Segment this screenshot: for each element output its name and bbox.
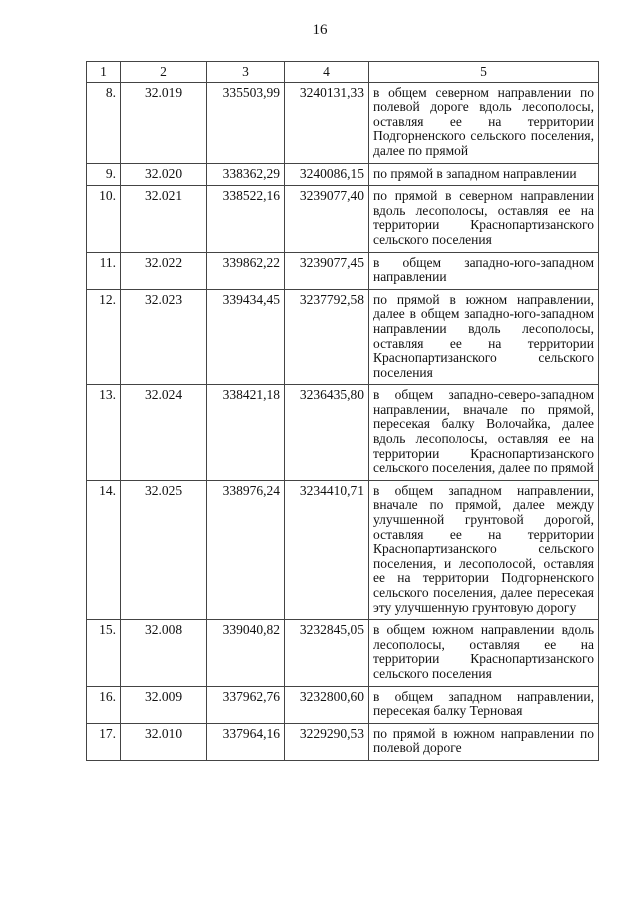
y-coordinate-cell: 3236435,80 (285, 385, 369, 481)
table-row (87, 82, 599, 163)
row-number-cell: 13. (87, 385, 121, 481)
row-number-cell: 12. (87, 289, 121, 385)
point-id-cell: 32.025 (121, 480, 207, 619)
y-coordinate-cell: 3240086,15 (285, 163, 369, 186)
description-cell: по прямой в южном направлении по полевой дороге (369, 723, 599, 760)
description-cell: в общем западном направлении, пересекая балку Терновая (369, 686, 599, 723)
point-id-cell: 32.021 (121, 186, 207, 252)
table-header-row (87, 62, 599, 83)
description-cell: по прямой в западном направлении (369, 163, 599, 186)
table-row (87, 385, 599, 481)
row-number-cell: 17. (87, 723, 121, 760)
x-coordinate-cell: 337964,16 (207, 723, 285, 760)
point-id-cell: 32.010 (121, 723, 207, 760)
column-header: 5 (369, 62, 599, 83)
description-cell: в общем западно-северо-западном направлении, вначале по прямой, пересекая балку Волочайка, далее вдоль лесополосы, оставляя ее на территории Краснопартизанского сельского поселения, далее по прямой (369, 385, 599, 481)
page-number: 16 (312, 22, 328, 38)
table-row (87, 620, 599, 686)
y-coordinate-cell: 3237792,58 (285, 289, 369, 385)
column-header: 1 (87, 62, 121, 83)
point-id-cell: 32.024 (121, 385, 207, 481)
y-coordinate-cell: 3234410,71 (285, 480, 369, 619)
description-cell: в общем южном направлении вдоль лесополосы, оставляя ее на территории Краснопартизанского сельского поселения (369, 620, 599, 686)
description-cell: в общем западном направлении, вначале по прямой, далее между улучшенной грунтовой дорогой, оставляя ее на территории Краснопартизанского сельского поселения, и лесополосой, оставляя ее на территории Подгорненского сельского поселения, далее пересекая эту улучшенную грунтовую дорогу (369, 480, 599, 619)
table-row (87, 289, 599, 385)
row-number-cell: 16. (87, 686, 121, 723)
row-number-cell: 8. (87, 82, 121, 163)
table-row (87, 252, 599, 289)
table-row (87, 686, 599, 723)
point-id-cell: 32.020 (121, 163, 207, 186)
y-coordinate-cell: 3239077,45 (285, 252, 369, 289)
boundary-table (86, 61, 599, 761)
point-id-cell: 32.019 (121, 82, 207, 163)
x-coordinate-cell: 339040,82 (207, 620, 285, 686)
point-id-cell: 32.008 (121, 620, 207, 686)
point-id-cell: 32.023 (121, 289, 207, 385)
y-coordinate-cell: 3240131,33 (285, 82, 369, 163)
description-cell: по прямой в южном направлении, далее в общем западно-юго-западном направлении вдоль лесополосы, оставляя ее на территории Краснопартизанского сельского поселения (369, 289, 599, 385)
table-row (87, 723, 599, 760)
description-cell: в общем северном направлении по полевой дороге вдоль лесополосы, оставляя ее на территории Подгорненского сельского поселения, далее по прямой (369, 82, 599, 163)
point-id-cell: 32.009 (121, 686, 207, 723)
y-coordinate-cell: 3232845,05 (285, 620, 369, 686)
x-coordinate-cell: 337962,76 (207, 686, 285, 723)
description-cell: в общем западно-юго-западном направлении (369, 252, 599, 289)
point-id-cell: 32.022 (121, 252, 207, 289)
x-coordinate-cell: 338976,24 (207, 480, 285, 619)
column-header: 2 (121, 62, 207, 83)
x-coordinate-cell: 338421,18 (207, 385, 285, 481)
y-coordinate-cell: 3232800,60 (285, 686, 369, 723)
row-number-cell: 10. (87, 186, 121, 252)
column-header: 4 (285, 62, 369, 83)
x-coordinate-cell: 339434,45 (207, 289, 285, 385)
x-coordinate-cell: 339862,22 (207, 252, 285, 289)
description-cell: по прямой в северном направлении вдоль лесополосы, оставляя ее на территории Краснопартизанского сельского поселения (369, 186, 599, 252)
table-row (87, 186, 599, 252)
row-number-cell: 14. (87, 480, 121, 619)
column-header: 3 (207, 62, 285, 83)
row-number-cell: 15. (87, 620, 121, 686)
y-coordinate-cell: 3239077,40 (285, 186, 369, 252)
x-coordinate-cell: 338522,16 (207, 186, 285, 252)
table-row (87, 163, 599, 186)
y-coordinate-cell: 3229290,53 (285, 723, 369, 760)
x-coordinate-cell: 335503,99 (207, 82, 285, 163)
x-coordinate-cell: 338362,29 (207, 163, 285, 186)
table-row (87, 480, 599, 619)
row-number-cell: 9. (87, 163, 121, 186)
row-number-cell: 11. (87, 252, 121, 289)
table-body (87, 82, 599, 760)
